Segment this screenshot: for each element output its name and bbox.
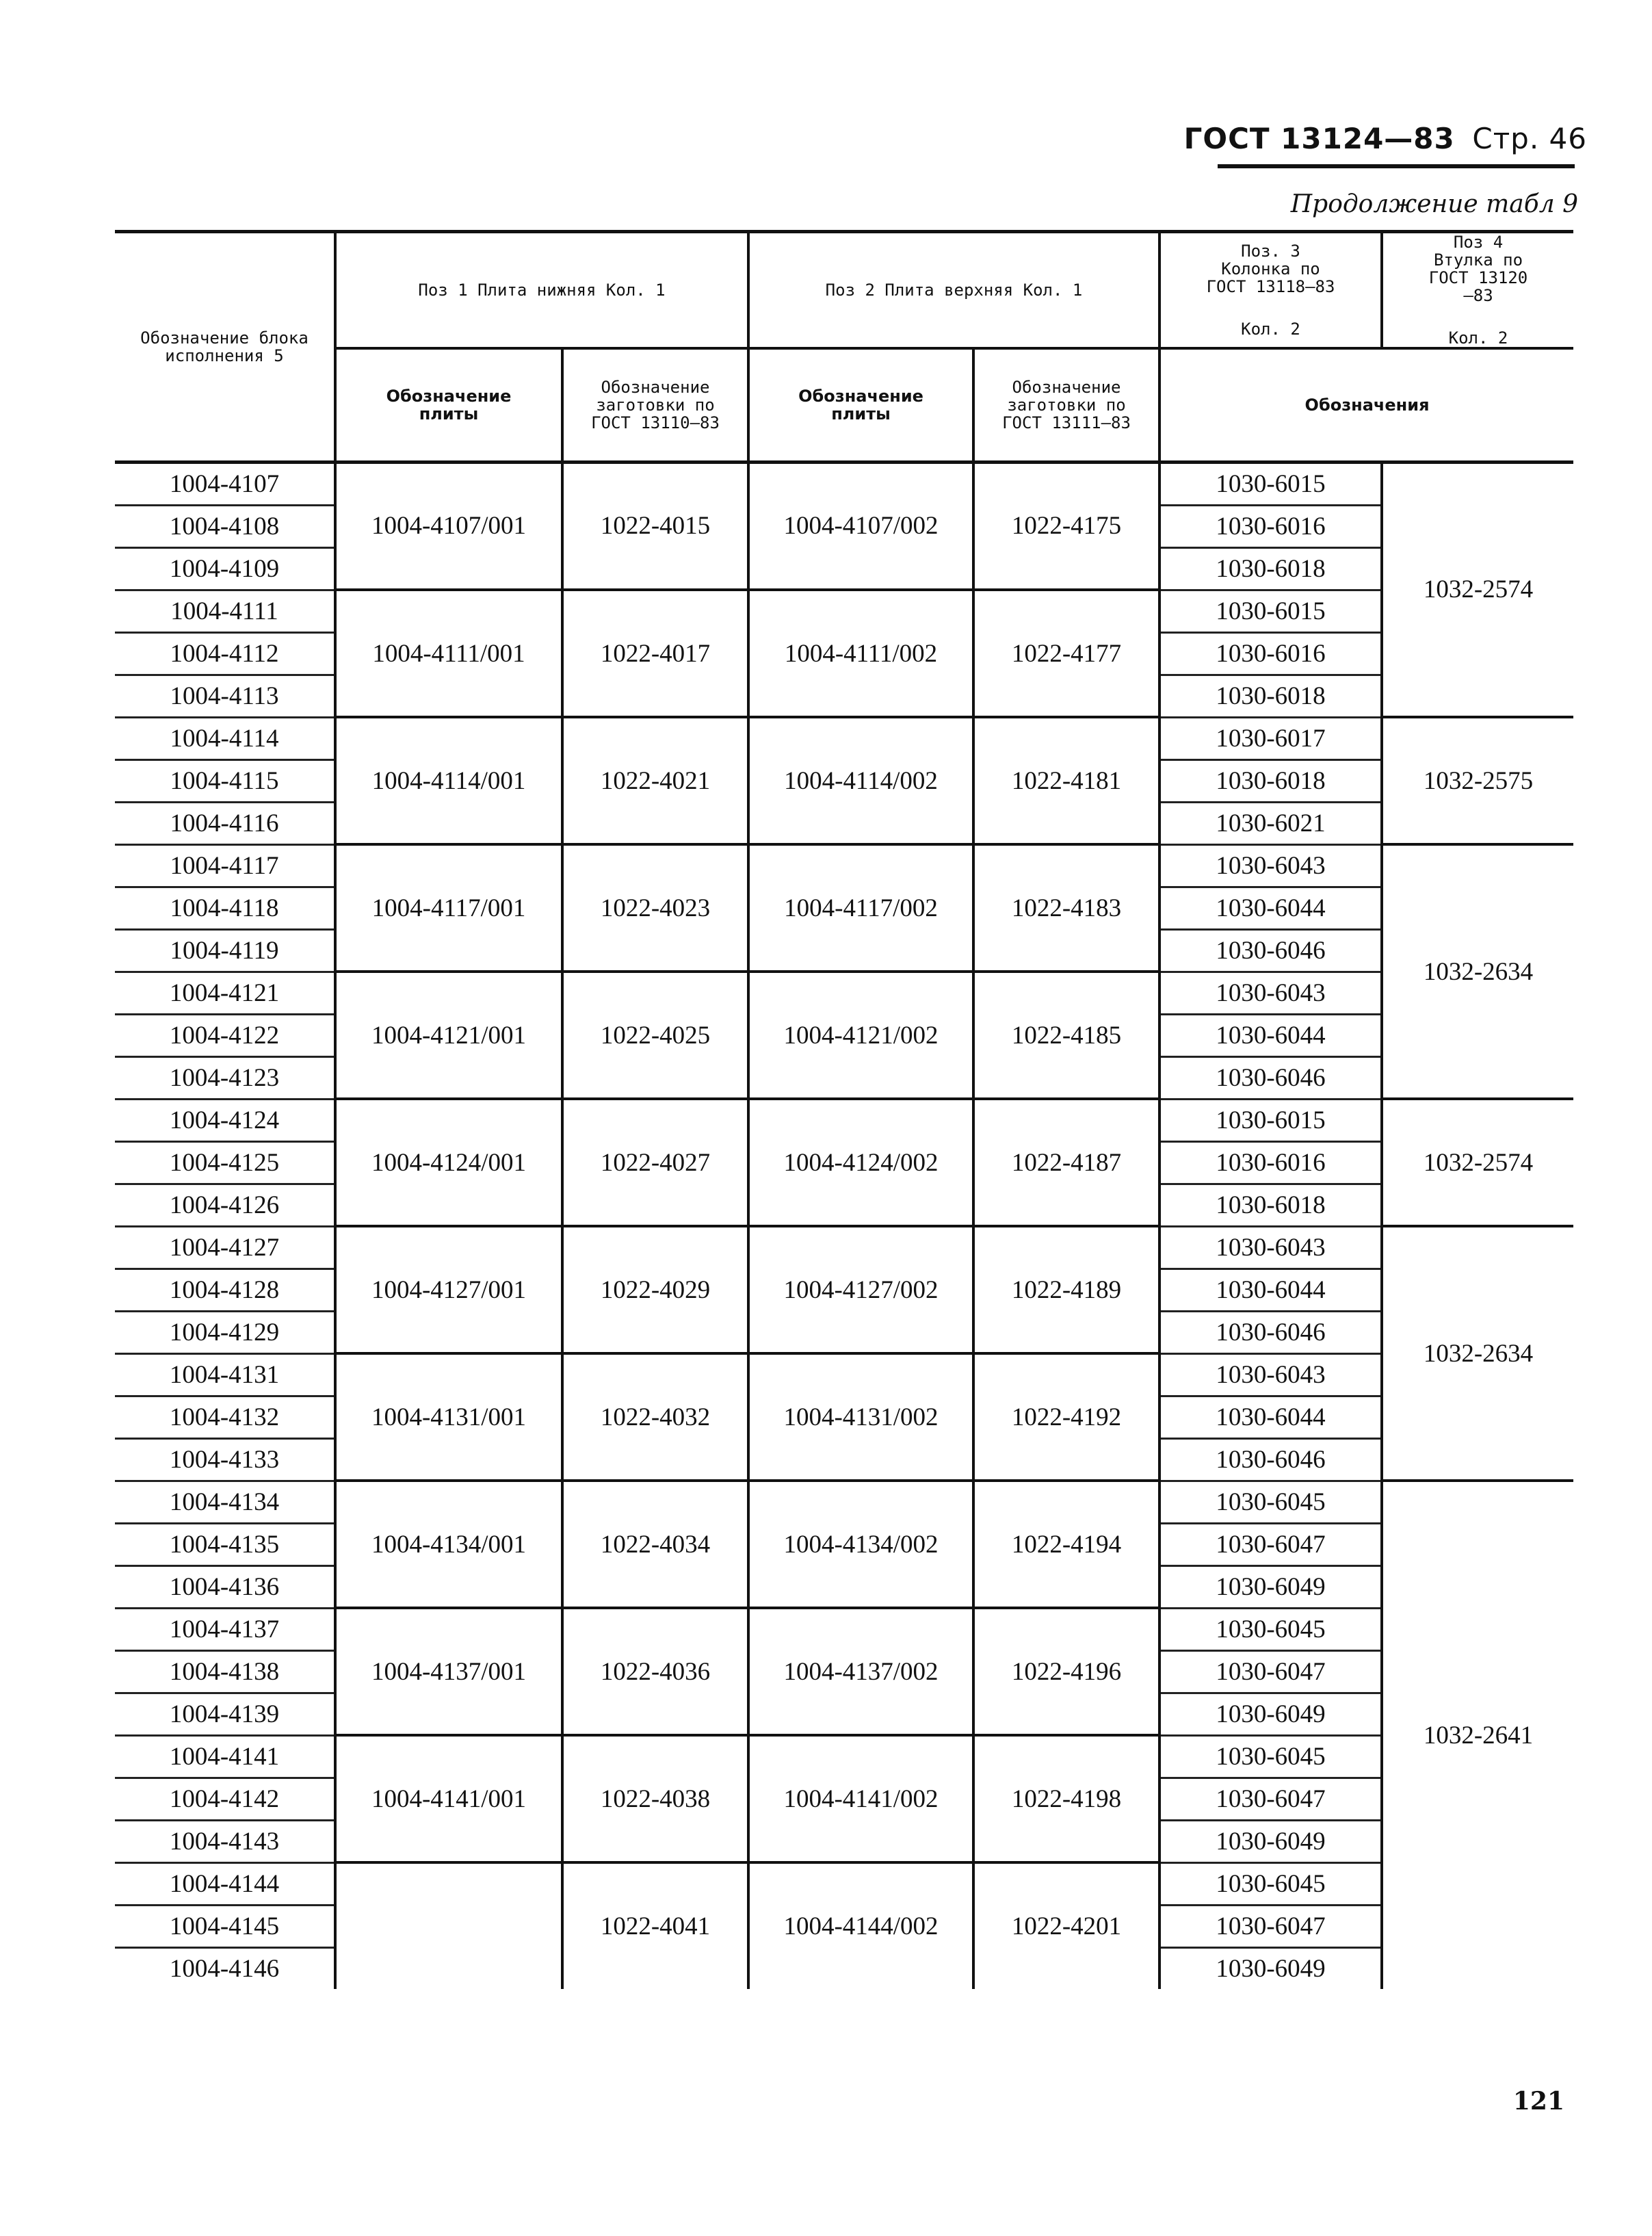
block-designation-cell: 1004-4136 [115,1565,335,1608]
column-designation-cell: 1030-6046 [1159,1438,1382,1481]
upper-plate-cell: 1004-4117/002 [748,844,973,972]
column-designation-cell: 1030-6045 [1159,1735,1382,1778]
table-row [115,1481,1573,1523]
header-pos3-title: Поз. 3 Колонка по ГОСТ 13118—83 [1206,242,1335,296]
lower-plate-cell: 1004-4124/001 [335,1099,562,1226]
upper-plate-cell: 1004-4131/002 [748,1353,973,1481]
page-header [1184,122,1587,155]
table-row [115,1353,1573,1396]
column-designation-cell: 1030-6047 [1159,1650,1382,1693]
header-lower-plate-designation: Обозначение плиты [335,348,562,462]
header-pos4 [1382,232,1573,349]
sleeve-designation-cell: 1032-2575 [1382,717,1573,844]
block-designation-cell: 1004-4128 [115,1269,335,1311]
page-number: 121 [1512,2087,1564,2116]
column-designation-cell: 1030-6044 [1159,1014,1382,1056]
lower-plate-cell: 1004-4134/001 [335,1481,562,1608]
block-designation-cell: 1004-4122 [115,1014,335,1056]
lower-plate-cell: 1004-4114/001 [335,717,562,844]
sleeve-designation-cell: 1032-2634 [1382,844,1573,1099]
table-row [115,1099,1573,1141]
column-designation-cell: 1030-6015 [1159,1099,1382,1141]
block-designation-cell: 1004-4121 [115,972,335,1014]
block-designation-cell: 1004-4107 [115,462,335,505]
table-row [115,1735,1573,1778]
header-pos1: Поз 1 Плита нижняя Кол. 1 [335,232,748,349]
block-designation-cell: 1004-4134 [115,1481,335,1523]
lower-blank-cell: 1022-4032 [562,1353,748,1481]
header-upper-plate-designation: Обозначение плиты [748,348,973,462]
column-designation-cell: 1030-6045 [1159,1862,1382,1905]
upper-plate-cell: 1004-4107/002 [748,462,973,590]
upper-plate-cell: 1004-4114/002 [748,717,973,844]
lower-blank-cell: 1022-4025 [562,972,748,1099]
block-designation-cell: 1004-4139 [115,1693,335,1735]
lower-plate-cell: 1004-4107/001 [335,462,562,590]
block-designation-cell: 1004-4143 [115,1820,335,1862]
block-designation-cell: 1004-4111 [115,590,335,632]
column-designation-cell: 1030-6018 [1159,675,1382,717]
column-designation-cell: 1030-6049 [1159,1947,1382,1989]
lower-blank-cell: 1022-4021 [562,717,748,844]
column-designation-cell: 1030-6046 [1159,929,1382,972]
column-designation-cell: 1030-6018 [1159,1184,1382,1226]
column-designation-cell: 1030-6047 [1159,1523,1382,1565]
block-designation-cell: 1004-4117 [115,844,335,887]
block-designation-cell: 1004-4145 [115,1905,335,1947]
column-designation-cell: 1030-6043 [1159,972,1382,1014]
column-designation-cell: 1030-6044 [1159,1269,1382,1311]
upper-plate-cell: 1004-4137/002 [748,1608,973,1735]
block-designation-cell: 1004-4115 [115,759,335,802]
block-designation-cell: 1004-4144 [115,1862,335,1905]
upper-plate-cell: 1004-4111/002 [748,590,973,717]
table-row [115,972,1573,1014]
lower-blank-cell: 1022-4041 [562,1862,748,1989]
lower-plate-cell: 1004-4141/001 [335,1735,562,1862]
block-designation-cell: 1004-4133 [115,1438,335,1481]
column-designation-cell: 1030-6047 [1159,1778,1382,1820]
table-row [115,1608,1573,1650]
block-designation-cell: 1004-4123 [115,1056,335,1099]
lower-plate-cell: 1004-4127/001 [335,1226,562,1353]
block-designation-cell: 1004-4125 [115,1141,335,1184]
standard-number: ГОСТ 13124—83 [1183,122,1455,155]
block-designation-cell: 1004-4141 [115,1735,335,1778]
sleeve-designation-cell: 1032-2574 [1382,1099,1573,1226]
upper-plate-cell: 1004-4124/002 [748,1099,973,1226]
column-designation-cell: 1030-6015 [1159,590,1382,632]
header-pos2: Поз 2 Плита верхняя Кол. 1 [748,232,1159,349]
lower-blank-cell: 1022-4017 [562,590,748,717]
upper-blank-cell: 1022-4189 [973,1226,1159,1353]
lower-blank-cell: 1022-4015 [562,462,748,590]
table-body [115,462,1573,1989]
table-row [115,717,1573,759]
lower-plate-cell [335,1862,562,1989]
header-pos3 [1159,232,1382,349]
column-designation-cell: 1030-6046 [1159,1056,1382,1099]
column-designation-cell: 1030-6018 [1159,759,1382,802]
column-designation-cell: 1030-6049 [1159,1820,1382,1862]
block-designation-cell: 1004-4113 [115,675,335,717]
lower-plate-cell: 1004-4111/001 [335,590,562,717]
block-designation-cell: 1004-4137 [115,1608,335,1650]
lower-blank-cell: 1022-4029 [562,1226,748,1353]
upper-blank-cell: 1022-4185 [973,972,1159,1099]
column-designation-cell: 1030-6044 [1159,1396,1382,1438]
column-designation-cell: 1030-6043 [1159,844,1382,887]
lower-blank-cell: 1022-4023 [562,844,748,972]
column-designation-cell: 1030-6044 [1159,887,1382,929]
lower-plate-cell: 1004-4121/001 [335,972,562,1099]
upper-blank-cell: 1022-4196 [973,1608,1159,1735]
block-designation-cell: 1004-4108 [115,505,335,547]
column-designation-cell: 1030-6045 [1159,1481,1382,1523]
block-designation-cell: 1004-4118 [115,887,335,929]
upper-plate-cell: 1004-4134/002 [748,1481,973,1608]
block-designation-cell: 1004-4112 [115,632,335,675]
block-designation-cell: 1004-4131 [115,1353,335,1396]
upper-blank-cell: 1022-4187 [973,1099,1159,1226]
lower-plate-cell: 1004-4117/001 [335,844,562,972]
column-designation-cell: 1030-6017 [1159,717,1382,759]
block-designation-cell: 1004-4114 [115,717,335,759]
column-designation-cell: 1030-6016 [1159,632,1382,675]
column-designation-cell: 1030-6015 [1159,462,1382,505]
header-block-designation: Обозначение блока исполнения 5 [115,232,335,463]
column-designation-cell: 1030-6049 [1159,1693,1382,1735]
upper-blank-cell: 1022-4201 [973,1862,1159,1989]
lower-blank-cell: 1022-4027 [562,1099,748,1226]
upper-blank-cell: 1022-4181 [973,717,1159,844]
header-pos4-qty: Кол. 2 [1448,328,1508,348]
upper-blank-cell: 1022-4192 [973,1353,1159,1481]
upper-blank-cell: 1022-4198 [973,1735,1159,1862]
column-designation-cell: 1030-6043 [1159,1353,1382,1396]
block-designation-cell: 1004-4142 [115,1778,335,1820]
column-designation-cell: 1030-6043 [1159,1226,1382,1269]
column-designation-cell: 1030-6021 [1159,802,1382,844]
header-lower-blank-designation: Обозначение заготовки по ГОСТ 13110—83 [562,348,748,462]
lower-plate-cell: 1004-4137/001 [335,1608,562,1735]
header-pos4-title: Поз 4 Втулка по ГОСТ 13120—83 [1428,233,1528,305]
table-continuation-label: Продолжение табл 9 [1290,190,1578,218]
header-rule [1218,164,1575,168]
block-designation-cell: 1004-4124 [115,1099,335,1141]
sleeve-designation-cell: 1032-2641 [1382,1481,1573,1989]
column-designation-cell: 1030-6016 [1159,505,1382,547]
upper-blank-cell: 1022-4194 [973,1481,1159,1608]
upper-plate-cell: 1004-4121/002 [748,972,973,1099]
table-row [115,590,1573,632]
block-designation-cell: 1004-4116 [115,802,335,844]
block-designation-cell: 1004-4109 [115,547,335,590]
sleeve-designation-cell: 1032-2574 [1382,462,1573,717]
header-pos3-qty: Кол. 2 [1241,320,1300,339]
upper-blank-cell: 1022-4183 [973,844,1159,972]
sleeve-designation-cell: 1032-2634 [1382,1226,1573,1481]
column-designation-cell: 1030-6045 [1159,1608,1382,1650]
table-row [115,844,1573,887]
lower-blank-cell: 1022-4036 [562,1608,748,1735]
block-designation-cell: 1004-4126 [115,1184,335,1226]
column-designation-cell: 1030-6047 [1159,1905,1382,1947]
specification-table [115,230,1573,1989]
page-label: Стр. 46 [1472,122,1587,155]
block-designation-cell: 1004-4127 [115,1226,335,1269]
column-designation-cell: 1030-6049 [1159,1565,1382,1608]
lower-blank-cell: 1022-4038 [562,1735,748,1862]
block-designation-cell: 1004-4119 [115,929,335,972]
upper-plate-cell: 1004-4144/002 [748,1862,973,1989]
block-designation-cell: 1004-4138 [115,1650,335,1693]
header-upper-blank-designation: Обозначение заготовки по ГОСТ 13111—83 [973,348,1159,462]
header-designations: Обозначения [1159,348,1573,462]
block-designation-cell: 1004-4129 [115,1311,335,1353]
table-row [115,1862,1573,1905]
upper-plate-cell: 1004-4127/002 [748,1226,973,1353]
lower-plate-cell: 1004-4131/001 [335,1353,562,1481]
upper-blank-cell: 1022-4177 [973,590,1159,717]
block-designation-cell: 1004-4146 [169,1954,280,1983]
block-designation-cell: 1004-4132 [115,1396,335,1438]
upper-blank-cell: 1022-4175 [973,462,1159,590]
column-designation-cell: 1030-6018 [1159,547,1382,590]
block-designation-cell: 1004-4135 [115,1523,335,1565]
column-designation-cell: 1030-6046 [1159,1311,1382,1353]
lower-blank-cell: 1022-4034 [562,1481,748,1608]
upper-plate-cell: 1004-4141/002 [748,1735,973,1862]
table-row [115,1226,1573,1269]
table-row [115,462,1573,505]
column-designation-cell: 1030-6016 [1159,1141,1382,1184]
